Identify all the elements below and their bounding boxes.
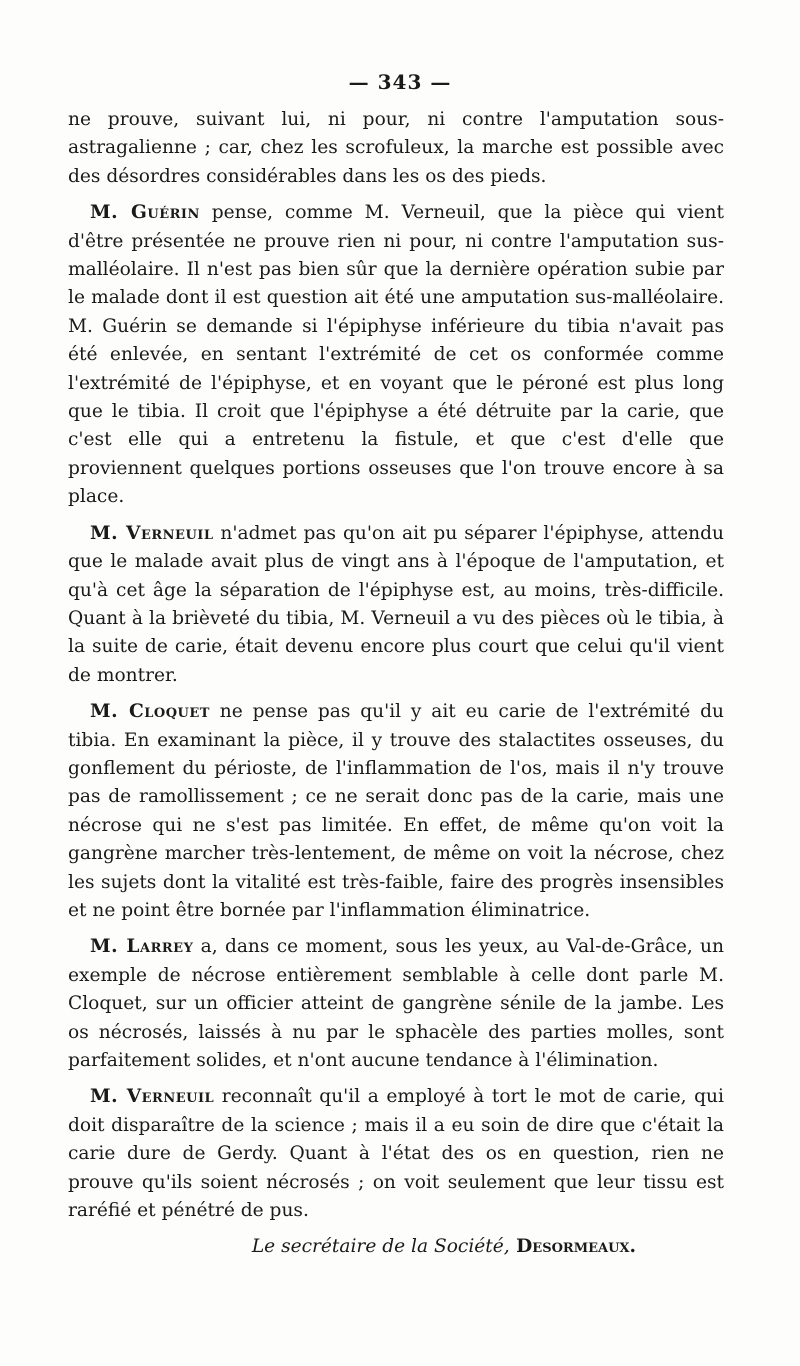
paragraph-text: ne prouve, suivant lui, ni pour, ni contre l'amputation sous-astragalienne ; car, chez les scrofuleux, la marche est possible avec des désordres considérables dans les os des pieds. — [68, 109, 724, 187]
signature-name: Desormeaux. — [509, 1236, 636, 1258]
paragraph-text: a, dans ce moment, sous les yeux, au Val-de-Grâce, un exemple de nécrose entièrement semblable à celle dont parle M. Cloquet, sur un officier atteint de gangrène sénile de la jambe. Les os nécrosés, laissés à nu par le sphacèle des parties molles, sont parfaitement solides, et n'ont aucune tendance à l'élimination. — [68, 936, 724, 1071]
speaker-name: M. Guérin — [90, 202, 200, 224]
signature-label: Le secrétaire de la Société, — [251, 1236, 510, 1258]
speaker-name: M. Verneuil — [90, 1086, 215, 1108]
paragraph-3 — [68, 520, 724, 690]
paragraph-4 — [68, 698, 724, 925]
paragraph-6 — [68, 1083, 724, 1225]
speaker-name: M. Verneuil — [90, 522, 214, 544]
body-text — [68, 106, 724, 1262]
paragraph-2 — [68, 199, 724, 511]
speaker-name: M. Larrey — [90, 936, 194, 958]
paragraph-text: ne pense pas qu'il y ait eu carie de l'extrémité du tibia. En examinant la pièce, il y trouve des stalactites osseuses, du gonflement du périoste, de l'inflammation de l'os, mais il n'y trouve pas de ramollissement ; ce ne serait donc pas de la carie, mais une nécrose qui ne s'est pas limitée. En effet, de même qu'on voit la gangrène marcher très-lentement, de même on voit la nécrose, chez les sujets dont la vitalité est très-faible, faire des progrès insensibles et ne point être bornée par l'inflammation éliminatrice. — [68, 701, 724, 921]
paragraph-1 — [68, 106, 724, 191]
signature — [68, 1233, 724, 1261]
paragraph-text: n'admet pas qu'on ait pu séparer l'épiphyse, attendu que le malade avait plus de vingt ans à l'époque de l'amputation, et qu'à cet âge la séparation de l'épiphyse est, au moins, très-difficile. Quant à la brièveté du tibia, M. Verneuil a vu des pièces où le tibia, à la suite de carie, était devenu encore plus court que celui qu'il vient de montrer. — [68, 522, 724, 686]
paragraph-text: pense, comme M. Verneuil, que la pièce qui vient d'être présentée ne prouve rien ni pour, ni contre l'amputation sus-malléolaire. Il n'est pas bien sûr que la dernière opération subie par le malade dont il est question ait été une amputation sus-malléolaire. M. Guérin se demande si l'épiphyse inférieure du tibia n'avait pas été enlevée, en sentant l'extrémité de cet os conformée comme l'extrémité de l'épiphyse, et en voyant que le péroné est plus long que le tibia. Il croit que l'épiphyse a été détruite par la carie, que c'est elle qui a entretenu la fistule, et que c'est d'elle que proviennent quelques portions osseuses que l'on trouve encore à sa place. — [68, 202, 725, 508]
paragraph-text: reconnaît qu'il a employé à tort le mot de carie, qui doit disparaître de la science ; mais il a eu soin de dire que c'était la carie dure de Gerdy. Quant à l'état des os en question, rien ne prouve qu'ils soient nécrosés ; on voit seulement que leur tissu est raréfié et pénétré de pus. — [68, 1086, 724, 1222]
page-number: — 343 — — [348, 70, 452, 94]
paragraph-5 — [68, 933, 724, 1075]
speaker-name: M. Cloquet — [90, 701, 210, 723]
